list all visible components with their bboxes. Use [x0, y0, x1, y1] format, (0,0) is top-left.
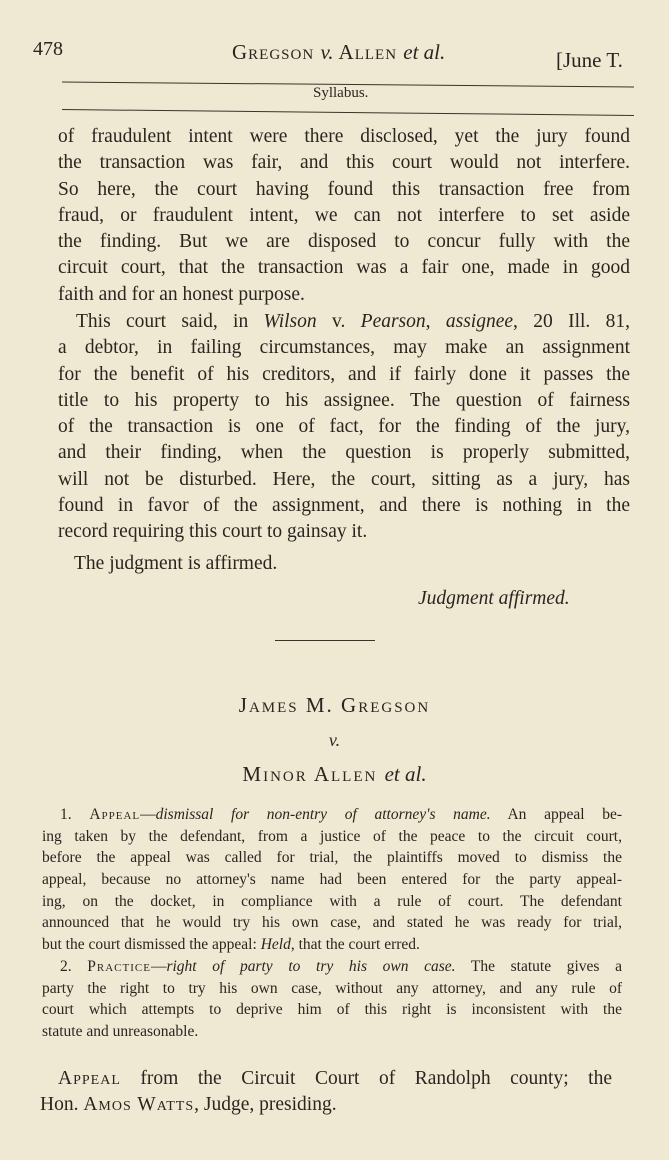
text-line — [58, 440, 630, 466]
page-number: 478 — [33, 38, 63, 60]
text-segment: Pearson — [360, 311, 426, 332]
text-segment: , 20 Ill. 81, — [513, 311, 630, 332]
text-segment: for the benefit of his creditors, and if fairly done it passes the — [58, 363, 630, 385]
text-line — [58, 255, 630, 281]
text-line — [42, 869, 622, 891]
judgment-text: The judgment is affirmed. — [74, 553, 278, 574]
term-label: [June T. — [556, 48, 623, 72]
text-segment: An appeal be- — [490, 806, 622, 823]
case-plaintiff: James M. Gregson — [238, 693, 431, 717]
text-segment: This court said, in — [76, 311, 264, 332]
text-line — [42, 978, 622, 1000]
case-versus: v. — [328, 730, 341, 750]
text-line — [58, 414, 630, 440]
text-segment: court which attempts to deprive him of this right is inconsistent with the — [42, 1001, 622, 1019]
paragraph-1 — [58, 124, 630, 308]
text-segment: Wilson — [263, 311, 317, 332]
text-line — [42, 956, 622, 978]
text-segment: before the appeal was called for trial, the plaintiffs moved to dismiss the — [42, 849, 622, 867]
text-line — [58, 335, 630, 361]
text-segment: Held — [260, 936, 291, 954]
case-defendant-name: Minor Allen — [242, 762, 385, 786]
case-defendant-etal: et al. — [384, 762, 427, 786]
text-segment: of the transaction is one of fact, for the finding of the jury, — [58, 416, 630, 438]
running-head-plaintiff: Gregson — [232, 40, 321, 64]
running-head-v: v. — [320, 40, 334, 64]
text-segment: Appeal — [89, 806, 141, 823]
text-segment: fraud, or fraudulent intent, we can not interfere to set aside — [58, 204, 630, 226]
text-line — [58, 124, 630, 150]
text-segment: found in favor of the assignment, and there is nothing in the — [58, 495, 630, 517]
text-segment: So here, the court having found this transaction free from — [58, 178, 630, 200]
appeal-statement — [40, 1066, 612, 1119]
text-segment: title to his property to his assignee. The question of fairness — [58, 389, 630, 411]
text-line — [58, 203, 630, 229]
text-line — [42, 999, 622, 1021]
separator-rule — [275, 640, 375, 641]
text-line — [42, 1021, 622, 1043]
text-segment: ing taken by the defendant, from a justice of the peace to the circuit court, — [42, 827, 622, 845]
text-segment: a debtor, in failing circumstances, may make an assignment — [58, 337, 630, 359]
text-line — [42, 912, 622, 934]
section-label: Syllabus. — [313, 85, 369, 101]
text-line — [58, 177, 630, 203]
text-line — [40, 1092, 612, 1118]
text-segment: statute and unreasonable. — [42, 1022, 199, 1040]
text-segment: the transaction was fair, and this court would not interfere. — [58, 152, 630, 174]
text-segment: announced that he would try his own case, and stated he was ready for trial, — [42, 914, 622, 932]
text-line — [42, 891, 622, 913]
text-segment: — — [140, 806, 156, 823]
text-segment: v. — [316, 311, 361, 332]
text-segment: circuit court, that the transaction was a fair one, made in good — [58, 257, 630, 279]
text-line — [58, 150, 630, 176]
text-line — [58, 229, 630, 255]
text-segment: assignee — [445, 311, 514, 332]
text-line — [40, 1066, 612, 1092]
text-segment: , Judge, presiding. — [194, 1094, 337, 1116]
text-segment: and their finding, when the question is properly submitted, — [58, 442, 630, 464]
text-segment: , — [425, 311, 446, 332]
text-line — [58, 388, 630, 414]
text-segment: 2. — [60, 957, 88, 975]
text-segment: ing, on the docket, in compliance with a rule of court. The defendant — [42, 892, 622, 910]
text-segment: Practice — [87, 957, 151, 975]
paragraph-2 — [58, 309, 630, 546]
text-segment: faith and for an honest purpose. — [58, 283, 305, 305]
case-defendant — [0, 762, 669, 787]
text-segment: dismissal for non-entry of attorney's name. — [155, 806, 491, 823]
text-segment: party the right to try his own case, without any attorney, and any rule of — [42, 979, 622, 997]
text-segment: record requiring this court to gainsay it. — [58, 521, 368, 543]
running-head-defendant: Allen — [333, 40, 404, 64]
running-head-etal: et al. — [403, 40, 446, 64]
text-segment: appeal, because no attorney's name had been entered for the party appeal- — [42, 871, 622, 889]
section-rule — [62, 109, 634, 116]
text-segment: Amos Watts — [83, 1094, 195, 1116]
text-line — [42, 847, 622, 869]
text-segment: will not be disturbed. Here, the court, sitting as a jury, has — [58, 468, 630, 490]
text-line — [58, 282, 630, 308]
text-segment: , that the court erred. — [290, 936, 420, 954]
text-segment: but the court dismissed the appeal: — [42, 936, 261, 954]
text-line — [58, 467, 630, 493]
text-segment: — — [150, 957, 167, 975]
text-segment: 1. — [60, 806, 90, 823]
text-line — [42, 804, 622, 826]
judgment-signoff: Judgment affirmed. — [418, 588, 570, 609]
text-segment: Hon. — [40, 1094, 84, 1116]
text-line — [58, 362, 630, 388]
running-head — [232, 40, 445, 65]
text-segment: the finding. But we are disposed to concur fully with the — [58, 231, 630, 253]
text-segment: right of party to try his own case. — [166, 957, 456, 975]
syllabus-notes — [42, 804, 622, 1043]
text-segment: Appeal — [58, 1068, 121, 1089]
text-segment: from the Circuit Court of Randolph county; the — [120, 1068, 612, 1089]
text-line — [42, 826, 622, 848]
text-line — [58, 309, 630, 335]
text-line — [58, 493, 630, 519]
text-segment: of fraudulent intent were there disclosed, yet the jury found — [58, 126, 630, 147]
text-segment: The statute gives a — [455, 957, 622, 975]
text-line — [42, 934, 622, 956]
text-line — [58, 519, 630, 545]
